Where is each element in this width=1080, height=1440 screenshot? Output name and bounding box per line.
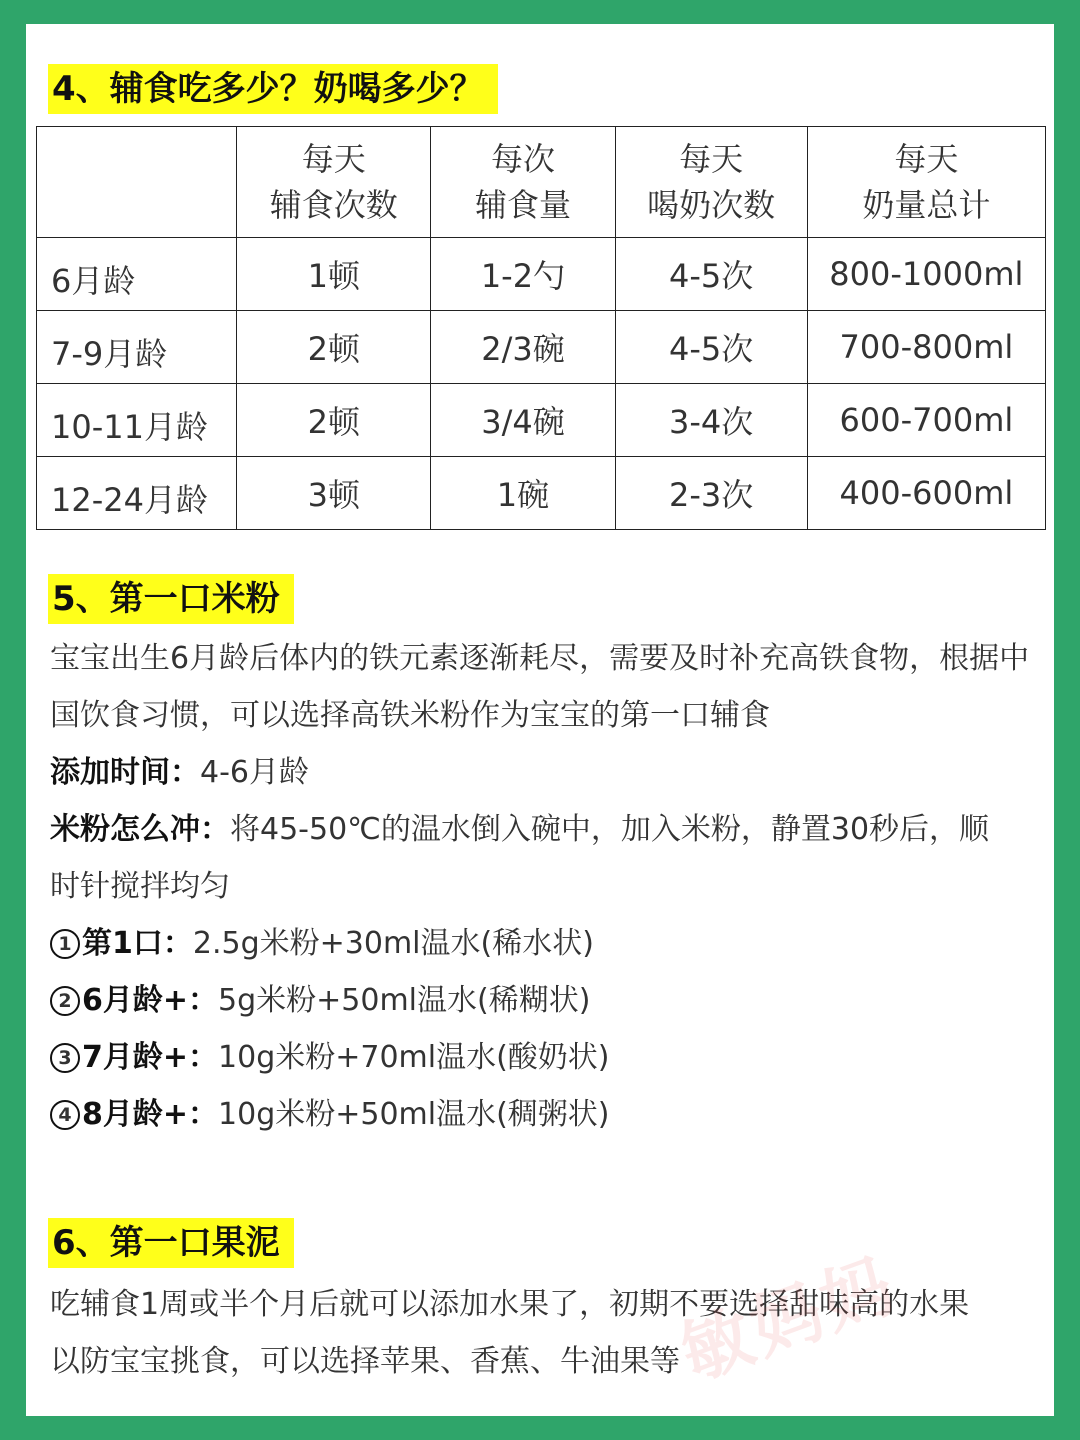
table-header-cell (237, 127, 431, 238)
howto-line-2: 时针搅拌均匀 (50, 869, 230, 904)
table-cell: 3顿 (237, 457, 431, 530)
section-5-heading: 5、第一口米粉 (48, 574, 294, 624)
step-text: 2.5g米粉+30ml温水(稀水状) (192, 926, 594, 961)
table-cell: 2顿 (237, 311, 431, 384)
age-cell: 7-9月龄 (37, 311, 237, 384)
section-6-text-line: 以防宝宝挑食，可以选择苹果、香蕉、牛油果等 (50, 1344, 680, 1379)
table-row (37, 457, 1046, 530)
step-label: 第1口： (82, 926, 193, 961)
add-time-line (50, 744, 309, 801)
step-item (50, 1086, 610, 1143)
step-label: 8月龄+： (82, 1097, 219, 1132)
step-label: 7月龄+： (82, 1040, 219, 1075)
header-line: 每天 (894, 140, 959, 178)
table-cell: 800-1000ml (807, 238, 1045, 311)
section-6-text-line: 吃辅食1周或半个月后就可以添加水果了，初期不要选择甜味高的水果 (50, 1287, 970, 1322)
header-line: 辅食量 (474, 186, 571, 224)
table-cell: 400-600ml (807, 457, 1045, 530)
step-item (50, 915, 594, 972)
table-cell: 1顿 (237, 238, 431, 311)
header-line: 每天 (679, 140, 744, 178)
table-cell: 700-800ml (807, 311, 1045, 384)
table-row (37, 384, 1046, 457)
header-line: 喝奶次数 (647, 186, 776, 224)
header-line: 奶量总计 (862, 186, 991, 224)
table-cell: 2顿 (237, 384, 431, 457)
age-cell: 12-24月龄 (37, 457, 237, 530)
step-item (50, 972, 590, 1029)
header-line: 每次 (490, 140, 555, 178)
table-header-row (37, 127, 1046, 238)
table-cell: 1碗 (431, 457, 615, 530)
howto-label: 米粉怎么冲： (50, 812, 230, 847)
table-cell: 2/3碗 (431, 311, 615, 384)
table-cell: 2-3次 (615, 457, 807, 530)
table-cell: 3-4次 (615, 384, 807, 457)
section-4-heading: 4、辅食吃多少？奶喝多少？ (48, 64, 498, 114)
add-time-label: 添加时间： (50, 755, 200, 790)
section-5-intro: 宝宝出生6月龄后体内的铁元素逐渐耗尽，需要及时补充高铁食物，根据中国饮食习惯，可以选择高铁米粉作为宝宝的第一口辅食 (50, 641, 1030, 733)
circled-number: 2 (50, 986, 80, 1016)
circled-number: 4 (50, 1100, 80, 1130)
table-row (37, 238, 1046, 311)
table-header-cell (431, 127, 615, 238)
step-text: 10g米粉+70ml温水(酸奶状) (218, 1040, 610, 1075)
step-label: 6月龄+： (82, 983, 219, 1018)
howto-line (50, 801, 989, 858)
table-cell: 4-5次 (615, 238, 807, 311)
age-cell: 6月龄 (37, 238, 237, 311)
howto-text: 将45-50℃的温水倒入碗中，加入米粉，静置30秒后，顺 (230, 812, 990, 847)
table-header-cell (615, 127, 807, 238)
section-6-heading: 6、第一口果泥 (48, 1218, 294, 1268)
feeding-table (36, 126, 1046, 530)
table-cell: 600-700ml (807, 384, 1045, 457)
table-header-cell (807, 127, 1045, 238)
table-cell: 4-5次 (615, 311, 807, 384)
table-row (37, 311, 1046, 384)
step-item (50, 1029, 610, 1086)
table-header-corner (37, 127, 237, 238)
table-cell: 3/4碗 (431, 384, 615, 457)
header-line: 辅食次数 (269, 186, 398, 224)
circled-number: 3 (50, 1043, 80, 1073)
content-card (26, 24, 1054, 1416)
circled-number: 1 (50, 929, 80, 959)
add-time-value: 4-6月龄 (200, 755, 309, 790)
table-cell: 1-2勺 (431, 238, 615, 311)
age-cell: 10-11月龄 (37, 384, 237, 457)
step-text: 10g米粉+50ml温水(稠粥状) (218, 1097, 610, 1132)
watermark: 敏妈妈 (670, 1243, 908, 1397)
step-text: 5g米粉+50ml温水(稀糊状) (218, 983, 591, 1018)
header-line: 每天 (301, 140, 366, 178)
